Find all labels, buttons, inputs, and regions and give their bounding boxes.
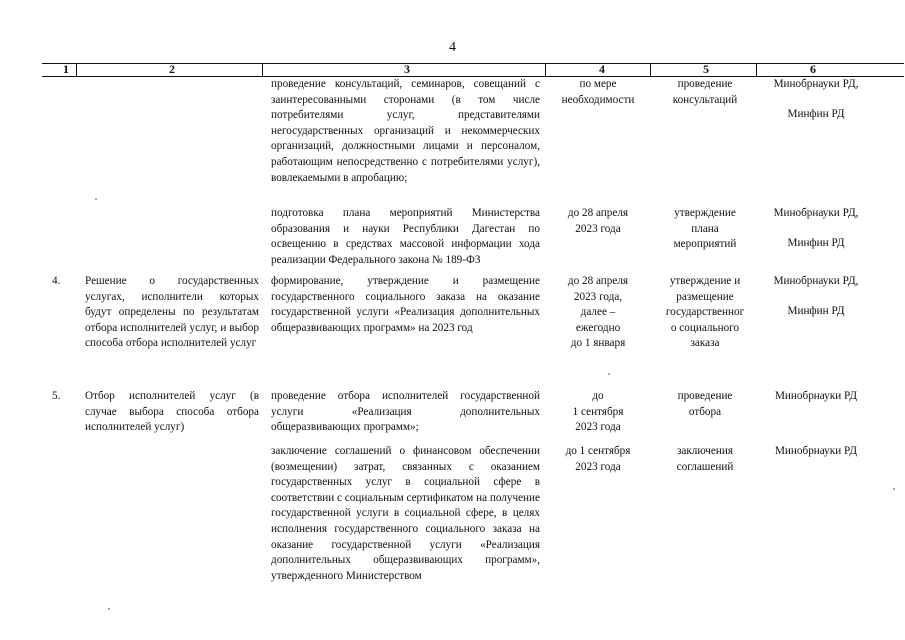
- row4-activity: проведение отбора исполнителей государственной услуги «Реализация дополнительных общеразвивающих программ»;: [271, 390, 540, 434]
- row2-deadline: [554, 206, 642, 237]
- header-col-2: 2: [169, 62, 175, 76]
- result-line: о социального: [670, 321, 740, 334]
- row3-result: [657, 274, 753, 352]
- row3-stage: Решение о государственных услугах, исполнители которых будут определены по результатам отбора исполнителей услуг, и выбор способа отбора исполнителей услуг: [85, 275, 259, 350]
- header-col-3: 3: [404, 62, 410, 76]
- row4-number: 5.: [52, 390, 61, 402]
- row4-stage: Отбор исполнителей услуг (в случае выбора способа отбора исполнителей услуг): [85, 390, 259, 434]
- deadline-line: ежегодно: [575, 321, 621, 334]
- deadline-line: до 1 сентября: [565, 445, 631, 457]
- result-line: утверждение и: [669, 275, 741, 287]
- result-line: проведение: [677, 390, 733, 402]
- header-col-6: 6: [810, 62, 816, 76]
- responsible-line: Минобрнауки РД,: [773, 275, 859, 287]
- table-header-row: [42, 63, 904, 77]
- deadline-line: 2023 года,: [573, 290, 623, 303]
- responsible-line: Минобрнауки РД,: [773, 207, 859, 219]
- responsible-line: Минобрнауки РД,: [773, 78, 859, 90]
- row4-responsible: Минобрнауки РД: [774, 390, 857, 402]
- row1-responsible: [762, 77, 870, 122]
- row3-deadline: [554, 274, 642, 352]
- deadline-line: 1 сентября: [572, 405, 624, 418]
- row3-activity: формирование, утверждение и размещение государственного социального заказа на оказание государственной услуги «Реализация дополнительных общеразвивающих программ» на 2023 год: [271, 275, 540, 334]
- header-divider: [756, 63, 757, 77]
- header-col-4: 4: [599, 62, 605, 76]
- deadline-line: 2023 года: [575, 421, 621, 434]
- header-divider: [650, 63, 651, 77]
- scan-speck: [95, 198, 97, 200]
- scan-speck: [893, 488, 895, 490]
- row5-deadline: [554, 444, 642, 475]
- responsible-line: Минфин РД: [787, 236, 845, 249]
- result-line: соглашений: [676, 460, 734, 473]
- scan-speck: [108, 608, 110, 610]
- deadline-line: 2023 года: [575, 222, 621, 235]
- result-line: заказа: [690, 337, 720, 350]
- row1-result: проведение консультаций: [672, 78, 738, 106]
- responsible-line: Минфин РД: [787, 107, 845, 120]
- header-col-1: 1: [63, 62, 69, 76]
- deadline-line: до 28 апреля: [567, 275, 629, 287]
- deadline-line: до 1 января: [570, 337, 626, 350]
- row4-result: [657, 389, 753, 420]
- result-line: отбора: [688, 405, 722, 418]
- result-line: утверждение: [674, 207, 736, 219]
- row3-number: 4.: [52, 275, 61, 287]
- row1-activity: проведение консультаций, семинаров, совещаний с заинтересованными сторонами (в том числе потребителями услуг, представителями негосударственных организаций и некоммерческих организаций, должностными лицами и персоналом, работающим непосредственно с потребителями услуг), вовлекаемыми в апробацию;: [271, 78, 540, 184]
- row5-responsible: Минобрнауки РД: [774, 445, 857, 457]
- scan-speck: [608, 373, 610, 375]
- row4-deadline: [554, 389, 642, 436]
- result-line: размещение: [676, 290, 734, 303]
- header-divider: [545, 63, 546, 77]
- responsible-line: Минфин РД: [787, 304, 845, 317]
- row2-result: [657, 206, 753, 253]
- row2-activity: подготовка плана мероприятий Министерства образования и науки Республики Дагестан по освещению в средствах массовой информации хода реализации Федерального закона № 189-ФЗ: [271, 207, 540, 266]
- result-line: мероприятий: [673, 238, 737, 251]
- row3-responsible: [762, 274, 870, 319]
- page-number: 4: [449, 40, 456, 55]
- deadline-line: до 28 апреля: [567, 207, 629, 219]
- header-divider: [76, 63, 77, 77]
- row1-deadline: по мере необходимости: [561, 78, 635, 106]
- result-line: плана: [691, 222, 719, 235]
- header-col-5: 5: [703, 62, 709, 76]
- header-divider: [262, 63, 263, 77]
- result-line: государственног: [665, 306, 745, 319]
- row5-result: [657, 444, 753, 475]
- deadline-line: далее –: [580, 306, 616, 319]
- result-line: заключения: [676, 445, 734, 457]
- deadline-line: 2023 года: [575, 460, 621, 473]
- row5-activity: заключение соглашений о финансовом обеспечении (возмещении) затрат, связанных с оказанием государственных услуг в социальной сфере в соответствии с социальным сертификатом на получение государственной услуги в социальной сфере, в целях исполнения государственного социального заказа на оказание государственной услуги «Реализация дополнительных общеразвивающих программ», утвержденного Министерством: [271, 445, 540, 582]
- row2-responsible: [762, 206, 870, 251]
- deadline-line: до: [592, 390, 604, 402]
